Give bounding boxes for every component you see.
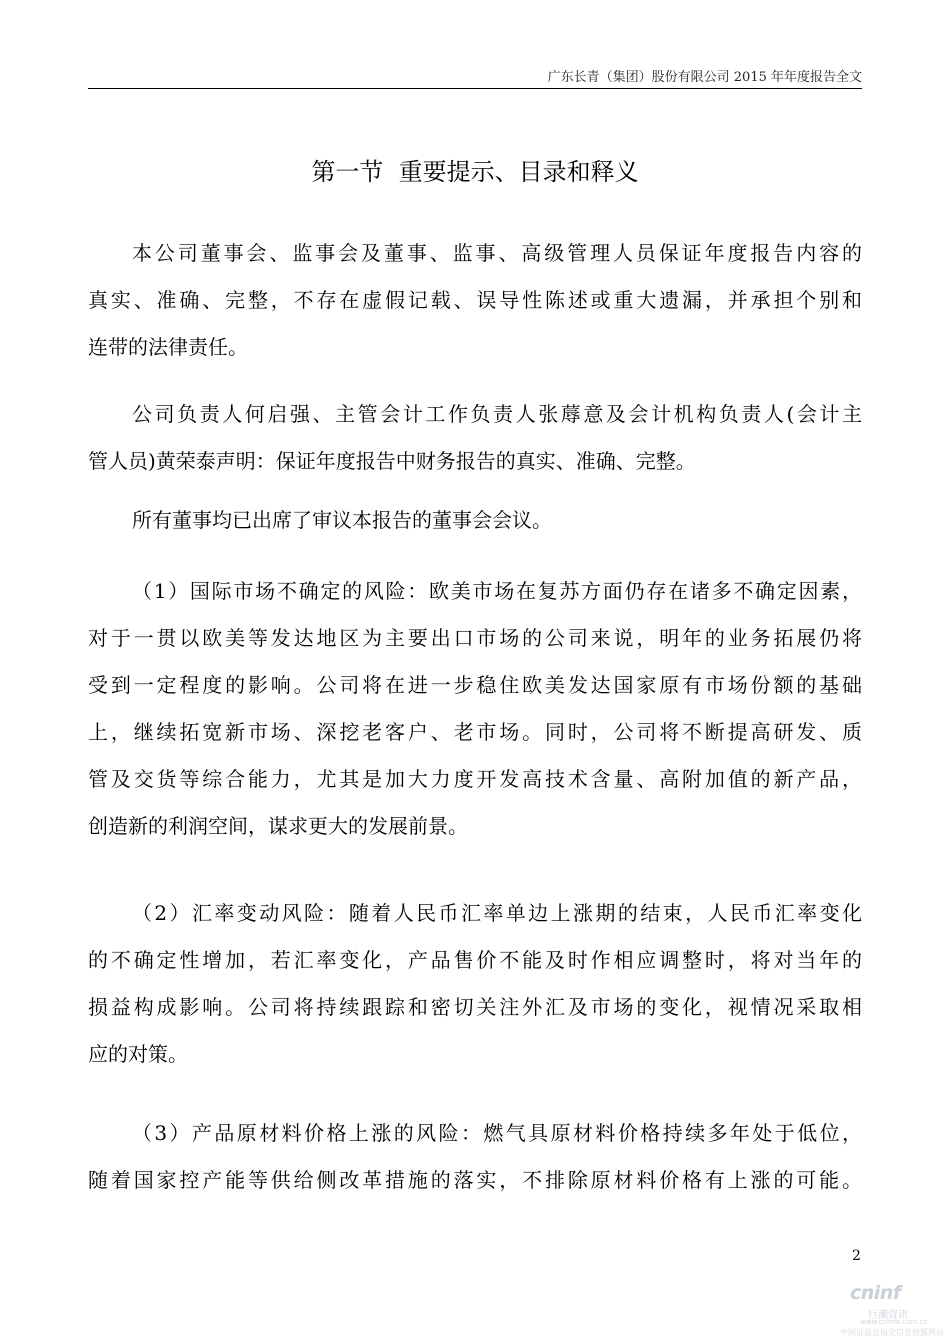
paragraph-line: 真实、准确、完整，不存在虚假记载、误导性陈述或重大遗漏，并承担个别和 [88,288,862,312]
paragraph-line: 应的对策。 [88,1042,188,1066]
paragraph-line: 管人员)黄荣泰声明：保证年度报告中财务报告的真实、准确、完整。 [88,449,696,473]
paragraph-line: 损益构成影响。公司将持续跟踪和密切关注外汇及市场的变化，视情况采取相 [88,995,862,1019]
paragraph-line: （1）国际市场不确定的风险：欧美市场在复苏方面仍存在诸多不确定因素， [132,579,862,603]
watermark-subtitle: 巨潮资讯 [868,1310,908,1321]
paragraph-risk-international-market [88,568,862,850]
paragraph-line: 管及交货等综合能力，尤其是加大力度开发高技术含量、高附加值的新产品， [88,767,862,791]
paragraph-line: 创造新的利润空间，谋求更大的发展前景。 [88,814,468,838]
watermark-caption: 中国证监会指定信息披露网站 [840,1328,944,1337]
header-divider [88,88,862,89]
paragraph-line: 随着国家控产能等供给侧改革措施的落实，不排除原材料价格有上涨的可能。 [88,1168,862,1192]
paragraph-line: 公司负责人何启强、主管会计工作负责人张蓐意及会计机构负责人(会计主 [132,402,862,426]
paragraph-board-attendance [88,497,862,544]
paragraph-line: 连带的法律责任。 [88,335,248,359]
watermark-url: www.cninfo.com.cn [860,1318,928,1326]
header-title: 广东长青（集团）股份有限公司 2015 年年度报告全文 [547,70,862,85]
paragraph-line: 受到一定程度的影响。公司将在进一步稳住欧美发达国家原有市场份额的基础 [88,673,862,697]
paragraph-responsibility-statement [88,230,862,371]
section-title: 第一节 重要提示、目录和释义 [311,158,639,186]
paragraph-line: （3）产品原材料价格上涨的风险：燃气具原材料价格持续多年处于低位， [132,1121,862,1145]
cninfo-watermark [838,1282,944,1340]
paragraph-line: 对于一贯以欧美等发达地区为主要出口市场的公司来说，明年的业务拓展仍将 [88,626,862,650]
paragraph-line: 本公司董事会、监事会及董事、监事、高级管理人员保证年度报告内容的 [132,241,862,265]
paragraph-financial-declaration [88,391,862,485]
paragraph-line: （2）汇率变动风险：随着人民币汇率单边上涨期的结束，人民币汇率变化 [132,901,862,925]
paragraph-line: 所有董事均已出席了审议本报告的董事会会议。 [132,508,552,532]
paragraph-risk-exchange-rate [88,890,862,1078]
paragraph-line: 上，继续拓宽新市场、深挖老客户、老市场。同时，公司将不断提高研发、质 [88,720,862,744]
paragraph-line: 的不确定性增加，若汇率变化，产品售价不能及时作相应调整时，将对当年的 [88,948,862,972]
watermark-logo: cninf [850,1282,901,1304]
page-number: 2 [852,1248,861,1264]
paragraph-risk-raw-materials [88,1110,862,1204]
